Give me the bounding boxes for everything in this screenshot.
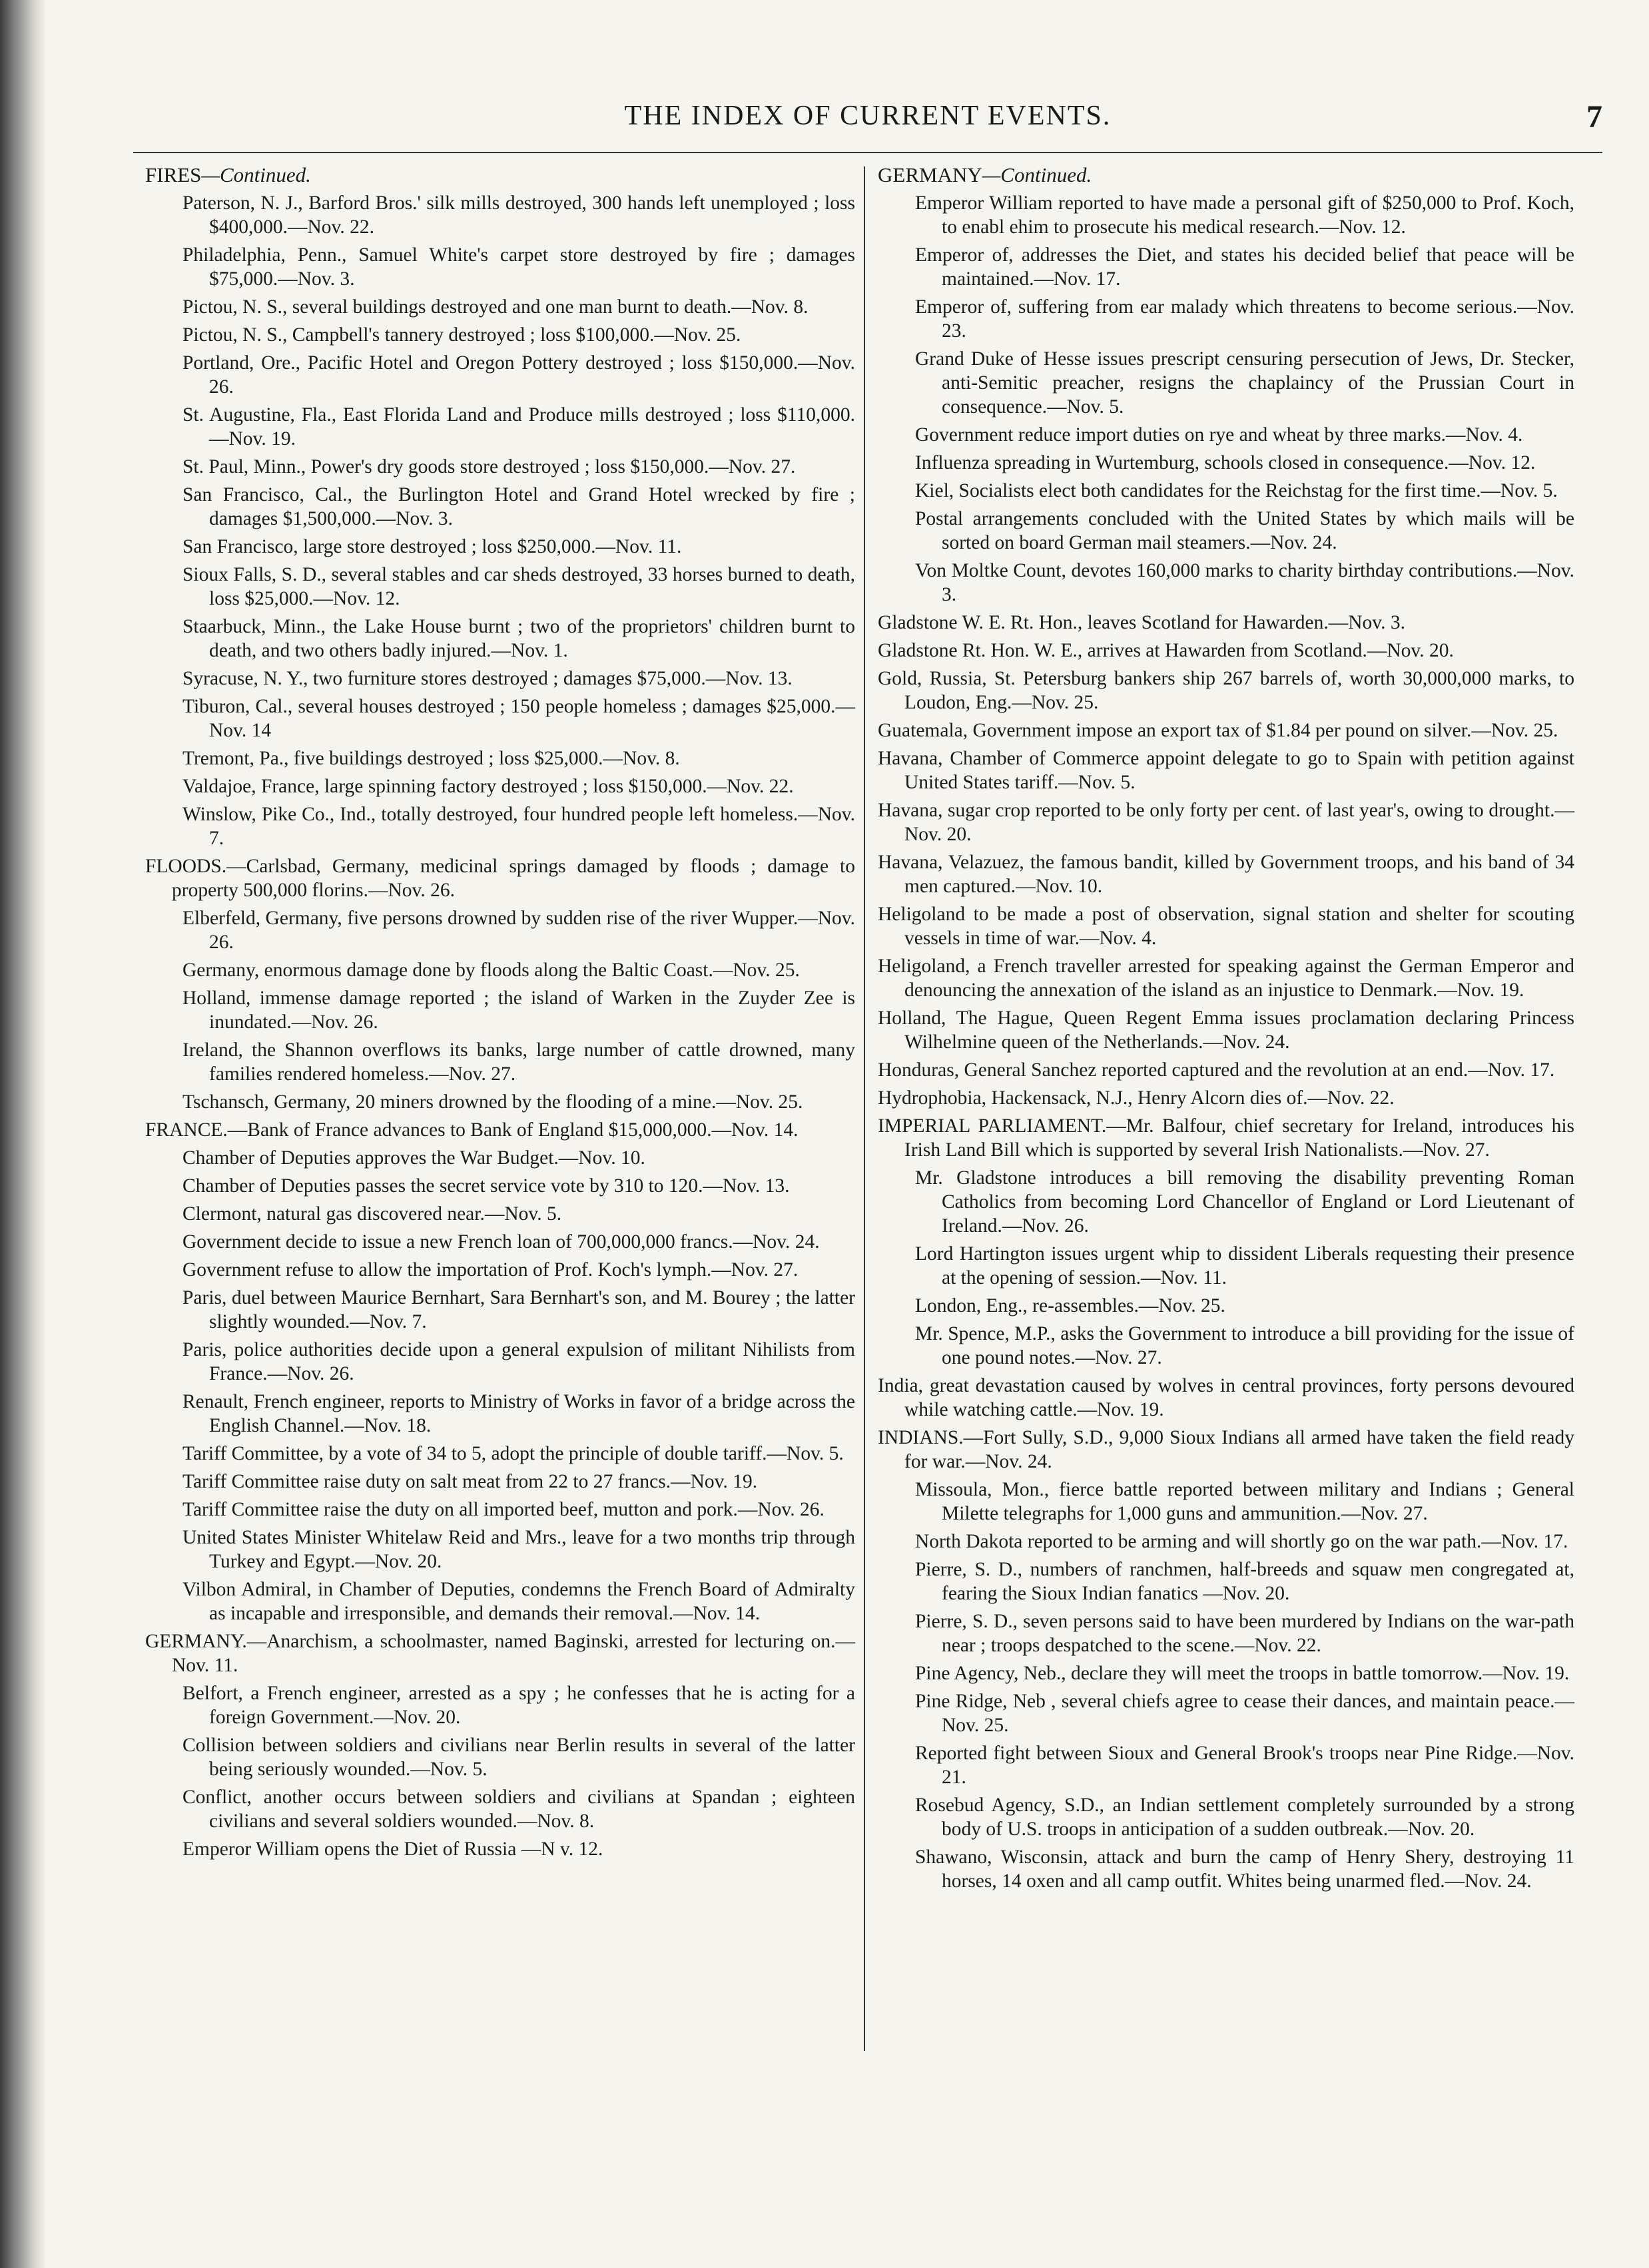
index-subentry: Government reduce import duties on rye and wheat by three marks.—Nov. 4. [915,424,1523,445]
index-entry: Guatemala, Government impose an export tax of $1.84 per pound on silver.—Nov. 25. [878,720,1558,741]
index-subentry: Tschansch, Germany, 20 miners drowned by the flooding of a mine.—Nov. 25. [182,1091,803,1113]
index-subentry: Rosebud Agency, S.D., an Indian settlement completely surrounded by a strong body of U.S. troops in anticipation of a sudden outbreak.—Nov. 20. [915,1795,1574,1840]
index-entry: Heligoland to be made a post of observation, signal station and shelter for scouting vessels in time of war.—Nov. 4. [878,904,1574,949]
section-heading [878,163,1574,187]
index-entry: Holland, The Hague, Queen Regent Emma issues proclamation declaring Princess Wilhelmine queen of the Netherlands.—Nov. 24. [878,1007,1574,1053]
index-subentry: Tremont, Pa., five buildings destroyed ; loss $25,000.—Nov. 8. [182,748,680,769]
index-subentry: Von Moltke Count, devotes 160,000 marks to charity birthday contributions.—Nov. 3. [915,560,1574,605]
index-entry: Havana, Chamber of Commerce appoint delegate to go to Spain with petition against United States tariff.—Nov. 5. [878,748,1574,793]
index-entry: INDIANS.—Fort Sully, S.D., 9,000 Sioux Indians all armed have taken the field ready for war.—Nov. 24. [878,1427,1574,1472]
index-subentry: Paris, police authorities decide upon a general expulsion of militant Nihilists from France.—Nov. 26. [182,1339,855,1384]
index-subentry: Emperor of, suffering from ear malady which threatens to become serious.—Nov. 23. [915,296,1574,342]
index-entry: Honduras, General Sanchez reported captured and the revolution at an end.—Nov. 17. [878,1059,1555,1081]
index-subentry: Emperor William opens the Diet of Russia —N v. 12. [182,1839,603,1860]
index-entry: Havana, Velazuez, the famous bandit, killed by Government troops, and his band of 34 men captured.—Nov. 10. [878,852,1574,897]
index-subentry: Conflict, another occurs between soldiers and civilians at Spandan ; eighteen civilians and several soldiers wounded.—Nov. 8. [182,1787,855,1832]
index-subentry: Winslow, Pike Co., Ind., totally destroyed, four hundred people left homeless.—Nov. 7. [182,804,855,849]
index-entry: India, great devastation caused by wolves in central provinces, forty persons devoured while watching cattle.—Nov. 19. [878,1375,1574,1420]
index-subentry: Mr. Gladstone introduces a bill removing the disability preventing Roman Catholics from becoming Lord Chancellor of England or Lord Lieutenant of Ireland.—Nov. 26. [915,1167,1574,1237]
index-subentry: Paterson, N. J., Barford Bros.' silk mills destroyed, 300 hands left unemployed ; loss $400,000.—Nov. 22. [182,192,855,238]
page-number: 7 [1586,99,1602,135]
index-subentry: Lord Hartington issues urgent whip to dissident Liberals requesting their presence at the opening of session.—Nov. 11. [915,1243,1574,1288]
index-subentry: Ireland, the Shannon overflows its banks, large number of cattle drowned, many families rendered homeless.—Nov. 27. [182,1039,855,1085]
index-subentry: Vilbon Admiral, in Chamber of Deputies, condemns the French Board of Admiralty as incapable and irresponsible, and demands their removal.—Nov. 14. [182,1579,855,1624]
index-subentry: Belfort, a French engineer, arrested as a spy ; he confesses that he is acting for a foreign Government.—Nov. 20. [182,1683,855,1728]
index-subentry: Pictou, N. S., several buildings destroyed and one man burnt to death.—Nov. 8. [182,296,809,318]
index-entry: Heligoland, a French traveller arrested for speaking against the German Emperor and denouncing the annexation of the island as an injustice to Denmark.—Nov. 19. [878,956,1574,1001]
index-entry: GERMANY.—Anarchism, a schoolmaster, named Baginski, arrested for lecturing on.—Nov. 11. [145,1631,855,1676]
index-subentry: Pictou, N. S., Campbell's tannery destroyed ; loss $100,000.—Nov. 25. [182,324,741,346]
index-subentry: Syracuse, N. Y., two furniture stores destroyed ; damages $75,000.—Nov. 13. [182,668,793,689]
index-subentry: Mr. Spence, M.P., asks the Government to introduce a bill providing for the issue of one pound notes.—Nov. 27. [915,1323,1574,1368]
index-subentry: United States Minister Whitelaw Reid and Mrs., leave for a two months trip through Turkey and Egypt.—Nov. 20. [182,1527,855,1572]
section-heading-label: FIRES [145,163,202,186]
index-subentry: San Francisco, large store destroyed ; loss $250,000.—Nov. 11. [182,536,682,557]
section-heading [145,163,855,187]
index-entry: Gladstone W. E. Rt. Hon., leaves Scotland for Hawarden.—Nov. 3. [878,612,1405,633]
index-subentry: Chamber of Deputies passes the secret service vote by 310 to 120.—Nov. 13. [182,1175,790,1197]
index-subentry: Tiburon, Cal., several houses destroyed ; 150 people homeless ; damages $25,000.—Nov. 14 [182,696,855,741]
index-subentry: Emperor William reported to have made a personal gift of $250,000 to Prof. Koch, to enabl ehim to prosecute his medical research.—Nov. 12. [915,192,1574,238]
continued-label: —Continued. [201,163,311,186]
index-entry: Gold, Russia, St. Petersburg bankers ship 267 barrels of, worth 30,000,000 marks, to Loudon, Eng.—Nov. 25. [878,668,1574,713]
index-entry: Havana, sugar crop reported to be only forty per cent. of last year's, owing to drought.—Nov. 20. [878,800,1574,845]
page-title: THE INDEX OF CURRENT EVENTS. [624,101,1112,131]
index-subentry: Holland, immense damage reported ; the island of Warken in the Zuyder Zee is inundated.—Nov. 26. [182,988,855,1033]
index-subentry: Missoula, Mon., fierce battle reported between military and Indians ; General Milette telegraphs for 1,000 guns and ammunition.—Nov. 27. [915,1479,1574,1524]
index-subentry: North Dakota reported to be arming and will shortly go on the war path.—Nov. 17. [915,1531,1568,1552]
index-subentry: London, Eng., re-assembles.—Nov. 25. [915,1295,1225,1316]
index-subentry: San Francisco, Cal., the Burlington Hotel and Grand Hotel wrecked by fire ; damages $1,500,000.—Nov. 3. [182,484,855,529]
index-subentry: Tariff Committee raise the duty on all imported beef, mutton and pork.—Nov. 26. [182,1499,824,1520]
index-subentry: Tariff Committee raise duty on salt meat from 22 to 27 francs.—Nov. 19. [182,1471,758,1492]
index-subentry: Portland, Ore., Pacific Hotel and Oregon Pottery destroyed ; loss $150,000.—Nov. 26. [182,352,855,398]
index-entry: FLOODS.—Carlsbad, Germany, medicinal springs damaged by floods ; damage to property 500,000 florins.—Nov. 26. [145,856,855,901]
index-subentry: Collision between soldiers and civilians near Berlin results in several of the latter being seriously wounded.—Nov. 5. [182,1735,855,1780]
index-subentry: Renault, French engineer, reports to Ministry of Works in favor of a bridge across the English Channel.—Nov. 18. [182,1391,855,1436]
index-subentry: St. Augustine, Fla., East Florida Land and Produce mills destroyed ; loss $110,000.—Nov. 19. [182,404,855,449]
scan-edge [0,0,47,2268]
left-column [145,163,855,1865]
index-entry: Hydrophobia, Hackensack, N.J., Henry Alcorn dies of.—Nov. 22. [878,1087,1395,1109]
index-subentry: Pierre, S. D., seven persons said to have been murdered by Indians on the war-path near ; troops despatched to the scene.—Nov. 22. [915,1611,1574,1656]
index-entry: Gladstone Rt. Hon. W. E., arrives at Hawarden from Scotland.—Nov. 20. [878,640,1454,661]
section-heading-label: GERMANY [878,163,982,186]
index-subentry: Tariff Committee, by a vote of 34 to 5, adopt the principle of double tariff.—Nov. 5. [182,1443,844,1464]
index-subentry: Grand Duke of Hesse issues prescript censuring persecution of Jews, Dr. Stecker, anti-Semitic preacher, resigns the chaplaincy of the Prussian Court in consequence.—Nov. 5. [915,348,1574,418]
continued-label: —Continued. [982,163,1092,186]
column-divider [864,166,865,2051]
right-column [878,163,1574,1897]
index-subentry: Philadelphia, Penn., Samuel White's carpet store destroyed by fire ; damages $75,000.—Nov. 3. [182,244,855,290]
header-rule [133,152,1602,153]
index-subentry: Valdajoe, France, large spinning factory destroyed ; loss $150,000.—Nov. 22. [182,776,794,797]
index-entry: FRANCE.—Bank of France advances to Bank of England $15,000,000.—Nov. 14. [145,1119,799,1141]
index-subentry: Pine Ridge, Neb , several chiefs agree to cease their dances, and maintain peace.—Nov. 25. [915,1691,1574,1736]
index-subentry: Government decide to issue a new French loan of 700,000,000 francs.—Nov. 24. [182,1231,820,1253]
index-subentry: St. Paul, Minn., Power's dry goods store destroyed ; loss $150,000.—Nov. 27. [182,456,796,477]
index-subentry: Postal arrangements concluded with the United States by which mails will be sorted on board German mail steamers.—Nov. 24. [915,508,1574,553]
index-subentry: Shawano, Wisconsin, attack and burn the camp of Henry Shery, destroying 11 horses, 14 oxen and all camp outfit. Whites being unarmed fled.—Nov. 24. [915,1846,1574,1892]
index-entry: IMPERIAL PARLIAMENT.—Mr. Balfour, chief secretary for Ireland, introduces his Irish Land Bill which is supported by several Irish Nationalists.—Nov. 27. [878,1115,1574,1161]
index-subentry: Reported fight between Sioux and General Brook's troops near Pine Ridge.—Nov. 21. [915,1743,1574,1788]
index-subentry: Government refuse to allow the importation of Prof. Koch's lymph.—Nov. 27. [182,1259,799,1280]
index-subentry: Influenza spreading in Wurtemburg, schools closed in consequence.—Nov. 12. [915,452,1536,473]
index-subentry: Pine Agency, Neb., declare they will meet the troops in battle tomorrow.—Nov. 19. [915,1663,1570,1684]
index-subentry: Kiel, Socialists elect both candidates for the Reichstag for the first time.—Nov. 5. [915,480,1558,501]
index-subentry: Sioux Falls, S. D., several stables and car sheds destroyed, 33 horses burned to death, loss $25,000.—Nov. 12. [182,564,855,609]
index-subentry: Chamber of Deputies approves the War Budget.—Nov. 10. [182,1147,645,1169]
index-subentry: Clermont, natural gas discovered near.—Nov. 5. [182,1203,562,1225]
index-subentry: Germany, enormous damage done by floods along the Baltic Coast.—Nov. 25. [182,960,800,981]
index-subentry: Emperor of, addresses the Diet, and states his decided belief that peace will be maintained.—Nov. 17. [915,244,1574,290]
index-subentry: Pierre, S. D., numbers of ranchmen, half-breeds and squaw men congregated at, fearing the Sioux Indian fanatics —Nov. 20. [915,1559,1574,1604]
index-subentry: Staarbuck, Minn., the Lake House burnt ; two of the proprietors' children burnt to death, and two others badly injured.—Nov. 1. [182,616,855,661]
index-subentry: Paris, duel between Maurice Bernhart, Sara Bernhart's son, and M. Bourey ; the latter slightly wounded.—Nov. 7. [182,1287,855,1332]
index-subentry: Elberfeld, Germany, five persons drowned by sudden rise of the river Wupper.—Nov. 26. [182,908,855,953]
page-header [133,100,1602,146]
